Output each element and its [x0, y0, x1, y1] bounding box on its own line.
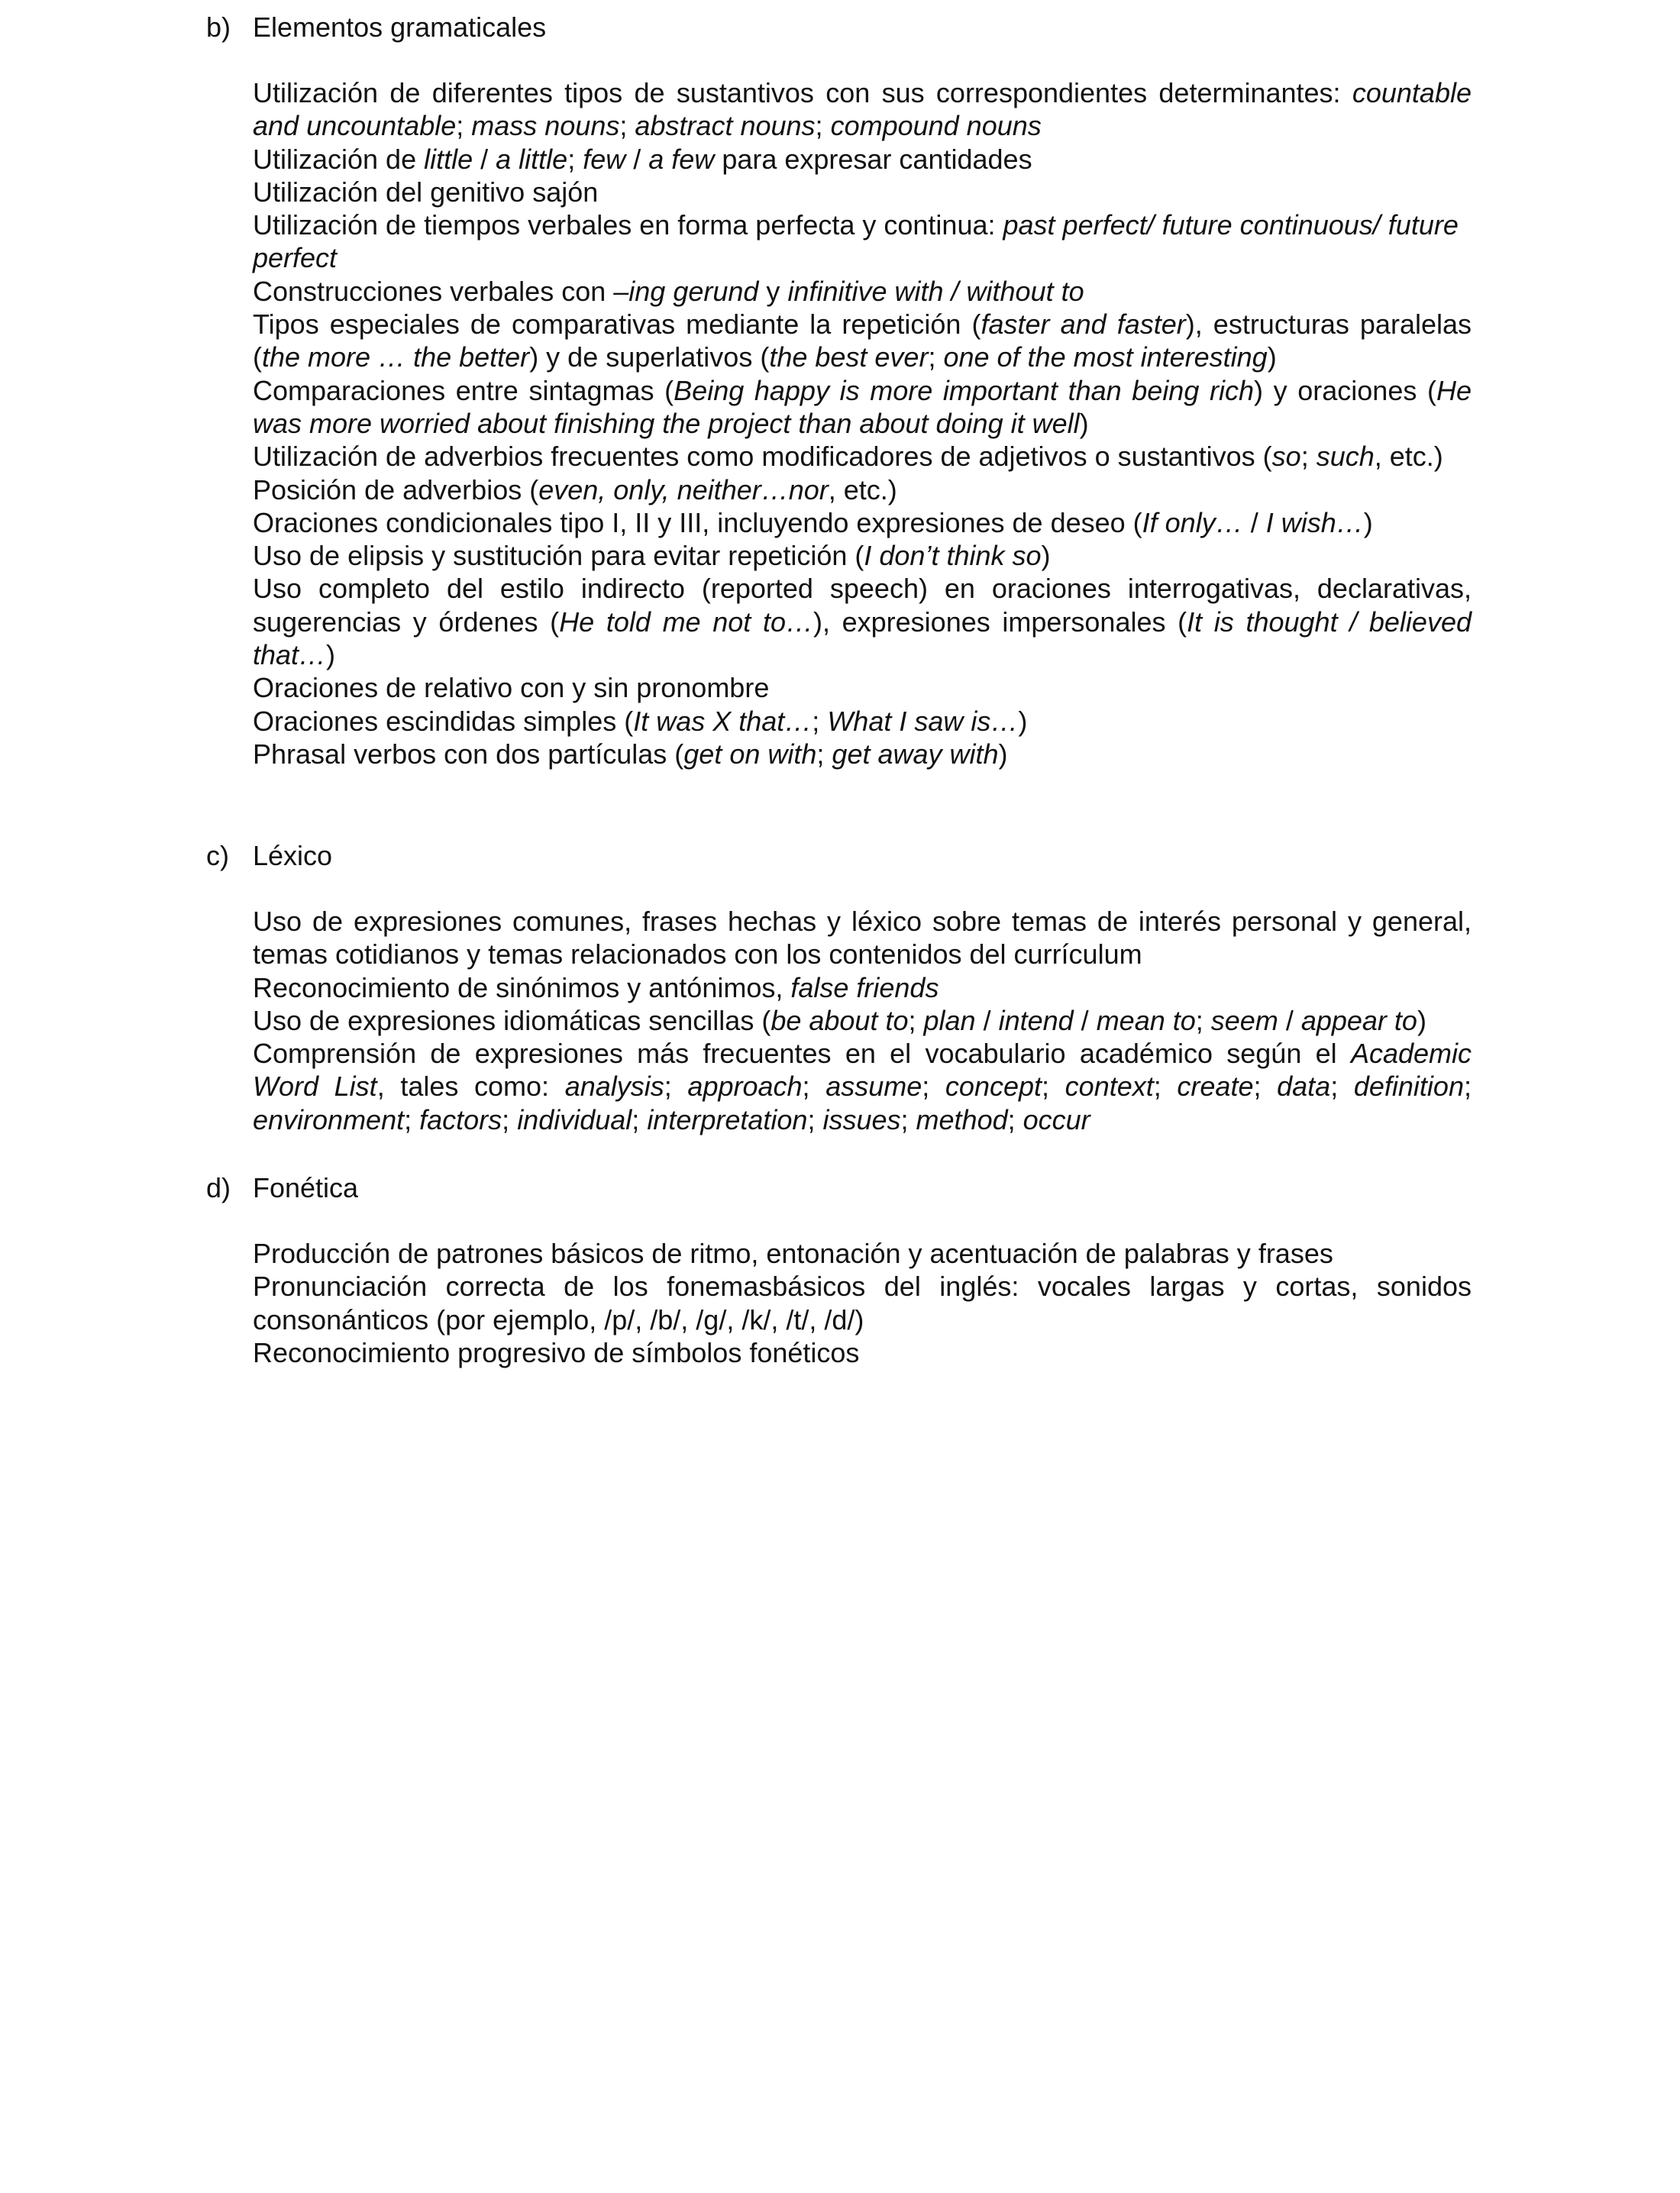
section-item-list — [253, 76, 1472, 770]
italic-text-run: What I saw is… — [827, 705, 1019, 737]
list-item — [253, 572, 1472, 671]
list-item — [253, 506, 1472, 539]
italic-text-run: data — [1277, 1071, 1331, 1103]
list-item — [253, 76, 1472, 143]
text-run: Reconocimiento progresivo de símbolos fonéticos — [253, 1336, 860, 1368]
italic-text-run: seem — [1210, 1004, 1278, 1036]
text-run: , etc.) — [828, 473, 897, 505]
text-run: ) — [1417, 1004, 1426, 1036]
italic-text-run: intend — [998, 1004, 1074, 1036]
text-run: ), expresiones impersonales ( — [813, 606, 1187, 638]
text-run: ; — [812, 705, 828, 737]
text-run: ; — [664, 1071, 688, 1103]
text-run: ; — [815, 110, 831, 142]
italic-text-run: infinitive with / without to — [787, 275, 1084, 307]
list-item — [253, 905, 1472, 971]
list-item — [253, 440, 1472, 473]
text-run: / — [1242, 506, 1266, 538]
text-run: ; — [928, 341, 944, 373]
italic-text-run: past perfect/ future continuous/ future perfect — [253, 209, 1459, 274]
italic-text-run: Academic Word List — [253, 1038, 1472, 1103]
italic-text-run: factors — [419, 1103, 502, 1135]
text-run: / — [473, 143, 496, 175]
text-run: ; — [404, 1103, 420, 1135]
section-item-list — [253, 1237, 1472, 1369]
text-run: ; — [619, 110, 635, 142]
italic-text-run: method — [916, 1103, 1008, 1135]
italic-text-run: little — [424, 143, 473, 175]
text-run: Tipos especiales de comparativas mediante la repetición ( — [253, 308, 981, 341]
italic-text-run: interpretation — [647, 1103, 808, 1135]
text-run: ; — [1153, 1071, 1178, 1103]
italic-text-run: false friends — [790, 971, 939, 1003]
list-item — [253, 143, 1472, 176]
text-run: Pronunciación correcta de los fonemasbásicos del inglés: vocales largas y cortas, sonidos consonánticos (por ejemplo, /p/, /b/, /g/, /k/, /t/, /d/) — [253, 1271, 1472, 1336]
section-heading — [0, 1170, 1680, 1206]
text-run: para expresar cantidades — [714, 143, 1032, 175]
list-item — [253, 1004, 1472, 1037]
text-run: Comprensión de expresiones más frecuentes en el vocabulario académico según el — [253, 1038, 1351, 1070]
text-run: ) — [1267, 341, 1277, 373]
text-run: ; — [502, 1103, 518, 1135]
italic-text-run: It was X that… — [633, 705, 813, 737]
text-run: Comparaciones entre sintagmas ( — [253, 374, 674, 406]
text-run: , etc.) — [1374, 441, 1443, 473]
text-run: Oraciones condicionales tipo I, II y III, incluyendo expresiones de deseo ( — [253, 506, 1142, 538]
italic-text-run: a few — [648, 143, 715, 175]
list-item — [253, 738, 1472, 770]
text-run: ) — [1018, 705, 1028, 737]
list-item — [253, 208, 1472, 275]
italic-text-run: few — [583, 143, 626, 175]
italic-text-run: be about to — [771, 1004, 909, 1036]
text-run: Uso de elipsis y sustitución para evitar repetición ( — [253, 540, 864, 572]
section-heading — [0, 9, 1680, 46]
list-item — [253, 971, 1472, 1004]
italic-text-run: analysis — [564, 1071, 664, 1103]
italic-text-run: Being happy is more important than being rich — [674, 374, 1254, 406]
text-run: ; — [1463, 1071, 1472, 1103]
italic-text-run: even, only, neither…nor — [538, 473, 829, 505]
italic-text-run: compound nouns — [830, 110, 1042, 142]
text-run: ; — [908, 1004, 924, 1036]
text-run: / — [975, 1004, 999, 1036]
text-run: ) — [1041, 540, 1051, 572]
italic-text-run: It is thought / believed that… — [253, 606, 1472, 671]
text-run: Posición de adverbios ( — [253, 473, 539, 505]
text-run: ; — [1007, 1103, 1023, 1135]
text-run: / — [1278, 1004, 1301, 1036]
text-run: ) y de superlativos ( — [529, 341, 770, 373]
text-run: Uso de expresiones comunes, frases hechas y léxico sobre temas de interés personal y general, temas cotidianos y temas relacionados con los contenidos del currículum — [253, 906, 1472, 971]
text-run: / — [625, 143, 649, 175]
section-item-list — [253, 905, 1472, 1136]
italic-text-run: a little — [496, 143, 568, 175]
italic-text-run: assume — [825, 1071, 922, 1103]
text-run: y — [758, 275, 788, 307]
text-run: ; — [922, 1071, 945, 1103]
list-item — [253, 671, 1472, 704]
italic-text-run: I wish… — [1265, 506, 1364, 538]
italic-text-run: such — [1316, 441, 1375, 473]
text-run: ) — [326, 639, 336, 671]
list-item — [253, 473, 1472, 506]
italic-text-run: faster and faster — [981, 308, 1186, 341]
section-marker: d) — [206, 1172, 231, 1203]
text-run: Utilización de tiempos verbales en forma perfecta y continua: — [253, 209, 1003, 241]
italic-text-run: mass nouns — [471, 110, 620, 142]
list-item — [253, 308, 1472, 374]
section-marker: b) — [206, 11, 231, 43]
text-run: Oraciones escindidas simples ( — [253, 705, 634, 737]
text-run: ) — [1363, 506, 1373, 538]
section-marker: c) — [206, 840, 229, 871]
list-item — [253, 176, 1472, 208]
italic-text-run: the best ever — [769, 341, 929, 373]
italic-text-run: so — [1271, 441, 1301, 473]
italic-text-run: environment — [253, 1103, 405, 1135]
italic-text-run: He was more worried about finishing the project than about doing it well — [253, 374, 1472, 439]
list-item — [253, 539, 1472, 572]
italic-text-run: definition — [1353, 1071, 1464, 1103]
italic-text-run: If only… — [1142, 506, 1243, 538]
section-fonetica — [0, 1170, 1680, 1369]
italic-text-run: get away with — [832, 738, 999, 770]
section-title: Elementos gramaticales — [253, 11, 547, 43]
italic-text-run: occur — [1023, 1103, 1090, 1135]
italic-text-run: get on with — [683, 738, 817, 770]
italic-text-run: I don’t think so — [864, 540, 1042, 572]
italic-text-run: abstract nouns — [635, 110, 816, 142]
italic-text-run: one of the most interesting — [943, 341, 1268, 373]
italic-text-run: approach — [687, 1071, 803, 1103]
italic-text-run: create — [1177, 1071, 1254, 1103]
list-item — [253, 275, 1472, 308]
text-run: Producción de patrones básicos de ritmo, entonación y acentuación de palabras y frases — [253, 1238, 1333, 1269]
text-run: ) — [998, 738, 1008, 770]
text-run: ; — [1253, 1071, 1278, 1103]
text-run: Utilización del genitivo sajón — [253, 176, 599, 208]
text-run: ) — [1079, 407, 1089, 439]
text-run: ; — [802, 1071, 826, 1103]
text-run: ; — [1300, 441, 1317, 473]
text-run: ; — [567, 143, 583, 175]
text-run: ; — [1330, 1071, 1354, 1103]
text-run: ; — [807, 1103, 823, 1135]
text-run: / — [1073, 1004, 1097, 1036]
text-run: ; — [632, 1103, 648, 1135]
list-item — [253, 1336, 1472, 1369]
section-title: Fonética — [253, 1172, 359, 1203]
italic-text-run: countable and uncountable — [253, 77, 1472, 142]
text-run: Phrasal verbos con dos partículas ( — [253, 738, 684, 770]
italic-text-run: appear to — [1300, 1004, 1417, 1036]
section-heading — [0, 838, 1680, 874]
text-run: ; — [456, 110, 472, 142]
text-run: Uso completo del estilo indirecto (reported speech) en oraciones interrogativas, declarativas, sugerencias y órdenes ( — [253, 573, 1472, 638]
italic-text-run: concept — [945, 1071, 1042, 1103]
italic-text-run: –ing gerund — [613, 275, 759, 307]
list-item — [253, 705, 1472, 738]
text-run: Utilización de — [253, 143, 425, 175]
section-lexico — [0, 838, 1680, 1136]
list-item — [253, 374, 1472, 441]
text-run: ) y oraciones ( — [1254, 374, 1436, 406]
text-run: Utilización de adverbios frecuentes como modificadores de adjetivos o sustantivos ( — [253, 441, 1272, 473]
text-run: Uso de expresiones idiomáticas sencillas ( — [253, 1004, 771, 1036]
text-run: ; — [816, 738, 832, 770]
text-run: ; — [900, 1103, 916, 1135]
italic-text-run: the more … the better — [262, 341, 530, 373]
text-run: ; — [1042, 1071, 1065, 1103]
italic-text-run: mean to — [1096, 1004, 1196, 1036]
text-run: ), estructuras paralelas ( — [253, 308, 1472, 373]
italic-text-run: issues — [822, 1103, 901, 1135]
section-elementos-gramaticales — [0, 9, 1680, 770]
text-run: Oraciones de relativo con y sin pronombre — [253, 672, 770, 704]
text-run: , tales como: — [376, 1071, 565, 1103]
italic-text-run: plan — [923, 1004, 976, 1036]
text-run: Reconocimiento de sinónimos y antónimos, — [253, 971, 791, 1003]
text-run: Utilización de diferentes tipos de sustantivos con sus correspondientes determinantes: — [253, 77, 1352, 108]
text-run: ; — [1195, 1004, 1211, 1036]
section-title: Léxico — [253, 840, 333, 871]
italic-text-run: context — [1065, 1071, 1154, 1103]
list-item — [253, 1037, 1472, 1136]
text-run: Construcciones verbales con — [253, 275, 614, 307]
italic-text-run: He told me not to… — [559, 606, 813, 638]
list-item — [253, 1270, 1472, 1336]
list-item — [253, 1237, 1472, 1270]
italic-text-run: individual — [517, 1103, 632, 1135]
